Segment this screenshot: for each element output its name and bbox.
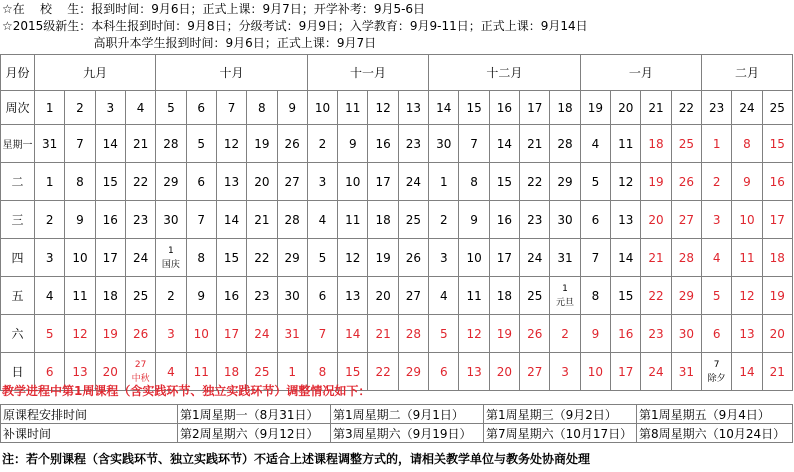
date-cell: 28 [277,201,307,239]
date-cell: 6 [429,353,459,391]
date-cell: 12 [65,315,95,353]
date-cell: 21 [641,239,671,277]
date-cell: 19 [762,277,792,315]
date-cell: 14 [216,201,246,239]
date-cell: 5 [580,163,610,201]
date-cell: 21 [125,125,155,163]
date-cell: 22 [641,277,671,315]
date-cell: 19 [368,239,398,277]
date-cell: 15 [611,277,641,315]
weekday-label: 六 [1,315,35,353]
week-number: 13 [398,91,428,125]
date-cell: 15 [95,163,125,201]
date-cell: 15 [762,125,792,163]
date-cell: 15 [216,239,246,277]
weekday-row [1,277,793,315]
date-cell: 31 [35,125,65,163]
date-cell: 4 [702,239,732,277]
week-number: 18 [550,91,580,125]
date-cell: 11 [186,353,216,391]
date-cell: 11 [459,277,489,315]
date-cell: 18 [95,277,125,315]
date-cell: 25 [520,277,550,315]
adjustment-title: 教学进程中第1周课程（含实践环节、独立实践环节）调整情况如下： [2,384,371,398]
date-cell: 8 [186,239,216,277]
weekday-row [1,125,793,163]
week-number: 14 [429,91,459,125]
week-row [1,91,793,125]
date-cell: 31 [550,239,580,277]
date-cell: 12 [338,239,368,277]
date-cell: 13 [65,353,95,391]
week-number: 20 [611,91,641,125]
date-cell: 28 [156,125,186,163]
date-cell: 23 [125,201,155,239]
makeup-label: 补课时间 [1,424,178,443]
date-cell: 12 [732,277,762,315]
date-cell: 23 [641,315,671,353]
date-cell: 25 [671,125,701,163]
date-cell: 26 [398,239,428,277]
date-cell: 18 [489,277,519,315]
date-cell: 23 [520,201,550,239]
week-number: 16 [489,91,519,125]
date-cell: 2 [156,277,186,315]
weekday-label: 二 [1,163,35,201]
week-number: 12 [368,91,398,125]
date-cell: 20 [247,163,277,201]
date-cell: 15 [338,353,368,391]
month-nov: 十一月 [307,55,428,91]
date-cell: 1 [429,163,459,201]
week-number: 10 [307,91,337,125]
date-cell: 10 [580,353,610,391]
date-cell [702,353,732,391]
date-cell: 10 [338,163,368,201]
date-cell: 27 [671,201,701,239]
date-cell: 4 [156,353,186,391]
date-cell: 6 [580,201,610,239]
date-cell: 17 [762,201,792,239]
week-number: 7 [216,91,246,125]
date-cell: 24 [247,315,277,353]
date-cell: 6 [35,353,65,391]
header-line-2: ☆2015级新生：本科生报到时间：9月8日；分级考试：9月9日；入学教育：9月9-11日；正式上课：9月14日 [2,19,588,33]
date-cell: 3 [156,315,186,353]
festival-label: 国庆 [161,259,180,270]
date-cell: 24 [641,353,671,391]
date-cell: 5 [429,315,459,353]
date-cell: 13 [732,315,762,353]
date-cell: 26 [125,315,155,353]
date-cell: 22 [368,353,398,391]
date-cell: 8 [65,163,95,201]
date-cell: 3 [35,239,65,277]
date-cell: 4 [580,125,610,163]
date-cell: 20 [368,277,398,315]
date-cell: 14 [95,125,125,163]
date-cell: 16 [368,125,398,163]
date-cell: 16 [216,277,246,315]
festival-label: 中秋 [131,373,150,384]
original-slot: 第1周星期一（8月31日） [178,405,331,424]
date-cell: 27 [520,353,550,391]
date-cell: 21 [247,201,277,239]
month-header-label: 月份 [1,55,35,91]
date-cell: 14 [732,353,762,391]
date-cell: 7 [307,315,337,353]
date-cell: 10 [732,201,762,239]
date-cell: 6 [186,163,216,201]
date-cell: 22 [247,239,277,277]
date-cell: 12 [459,315,489,353]
date-cell: 11 [338,201,368,239]
date-cell: 6 [307,277,337,315]
date-cell: 4 [307,201,337,239]
date-cell: 11 [65,277,95,315]
date-cell: 2 [550,315,580,353]
date-cell: 18 [216,353,246,391]
week-number: 9 [277,91,307,125]
date-cell: 26 [671,163,701,201]
date-cell: 24 [398,163,428,201]
date-cell: 10 [65,239,95,277]
original-slot: 第1周星期五（9月4日） [637,405,793,424]
makeup-slot: 第3周星期六（9月19日） [331,424,484,443]
weekday-label: 三 [1,201,35,239]
date-cell: 1 [702,125,732,163]
date-cell: 28 [671,239,701,277]
makeup-slot: 第2周星期六（9月12日） [178,424,331,443]
date-cell: 18 [762,239,792,277]
date-cell: 30 [156,201,186,239]
weekday-label: 五 [1,277,35,315]
original-row [1,405,793,424]
week-header-label: 周次 [1,91,35,125]
date-cell: 9 [459,201,489,239]
original-slot: 第1周星期三（9月2日） [484,405,637,424]
date-cell: 8 [732,125,762,163]
date-cell: 17 [611,353,641,391]
date-cell: 29 [156,163,186,201]
date-cell: 20 [641,201,671,239]
date-cell: 24 [125,239,155,277]
date-cell: 1 [277,353,307,391]
date-cell: 16 [611,315,641,353]
date-cell: 25 [247,353,277,391]
date-cell: 25 [125,277,155,315]
date-cell: 7 [580,239,610,277]
date-cell: 29 [277,239,307,277]
makeup-slot: 第7周星期六（10月17日） [484,424,637,443]
festival-date: 1 [562,283,568,294]
date-cell: 9 [338,125,368,163]
date-cell: 16 [489,201,519,239]
weekday-label: 星期一 [1,125,35,163]
date-cell: 16 [95,201,125,239]
date-cell: 13 [459,353,489,391]
week-number: 2 [65,91,95,125]
date-cell: 16 [762,163,792,201]
date-cell: 9 [65,201,95,239]
date-cell: 5 [186,125,216,163]
week-number: 1 [35,91,65,125]
header-line-3: 高职升本学生报到时间：9月6日；正式上课：9月7日 [2,36,377,50]
date-cell: 18 [641,125,671,163]
date-cell: 1 [35,163,65,201]
date-cell: 3 [307,163,337,201]
week-number: 21 [641,91,671,125]
date-cell: 5 [35,315,65,353]
month-sep: 九月 [35,55,156,91]
date-cell: 8 [580,277,610,315]
date-cell: 13 [338,277,368,315]
date-cell: 6 [702,315,732,353]
date-cell: 20 [762,315,792,353]
original-slot: 第1周星期二（9月1日） [331,405,484,424]
date-cell [550,277,580,315]
date-cell: 27 [398,277,428,315]
week-number: 19 [580,91,610,125]
date-cell: 5 [702,277,732,315]
week-number: 25 [762,91,792,125]
date-cell: 10 [459,239,489,277]
date-cell: 14 [489,125,519,163]
date-cell: 3 [429,239,459,277]
week-number: 8 [247,91,277,125]
date-cell: 27 [277,163,307,201]
date-cell: 10 [186,315,216,353]
date-cell: 29 [550,163,580,201]
date-cell: 22 [520,163,550,201]
date-cell: 21 [762,353,792,391]
date-cell: 3 [550,353,580,391]
footnote: 注：若个别课程（含实践环节、独立实践环节）不适合上述课程调整方式的，请相关教学单位与教务处协商处理 [2,452,591,466]
date-cell: 14 [338,315,368,353]
festival-label: 除夕 [707,373,726,384]
month-jan: 一月 [580,55,701,91]
date-cell: 9 [580,315,610,353]
week-number: 6 [186,91,216,125]
date-cell: 17 [95,239,125,277]
date-cell: 13 [611,201,641,239]
month-row [1,55,793,91]
date-cell: 17 [489,239,519,277]
date-cell: 28 [550,125,580,163]
date-cell: 30 [671,315,701,353]
week-number: 15 [459,91,489,125]
date-cell: 15 [489,163,519,201]
week-number: 11 [338,91,368,125]
date-cell: 22 [125,163,155,201]
date-cell: 31 [671,353,701,391]
festival-label: 元旦 [556,297,575,308]
date-cell: 12 [611,163,641,201]
festival-date: 1 [168,245,174,256]
date-cell: 4 [35,277,65,315]
date-cell: 24 [520,239,550,277]
date-cell: 29 [671,277,701,315]
makeup-row [1,424,793,443]
weekday-label: 四 [1,239,35,277]
original-label: 原课程安排时间 [1,405,178,424]
week-number: 5 [156,91,186,125]
date-cell: 30 [550,201,580,239]
date-cell: 19 [95,315,125,353]
week-number: 3 [95,91,125,125]
month-feb: 二月 [702,55,793,91]
adjustment-table [0,404,793,443]
date-cell: 20 [489,353,519,391]
date-cell: 28 [398,315,428,353]
date-cell: 31 [277,315,307,353]
school-calendar-table [0,54,793,391]
weekday-row [1,239,793,277]
date-cell [156,239,186,277]
weekday-row [1,315,793,353]
festival-date: 27 [134,359,147,370]
weekday-row [1,201,793,239]
date-cell: 30 [429,125,459,163]
date-cell: 9 [186,277,216,315]
date-cell: 2 [35,201,65,239]
date-cell: 5 [307,239,337,277]
date-cell: 13 [216,163,246,201]
date-cell: 18 [368,201,398,239]
date-cell: 2 [429,201,459,239]
date-cell: 23 [247,277,277,315]
date-cell: 20 [95,353,125,391]
makeup-slot: 第8周星期六（10月24日） [637,424,793,443]
date-cell: 30 [277,277,307,315]
month-dec: 十二月 [429,55,581,91]
date-cell: 29 [398,353,428,391]
date-cell: 26 [277,125,307,163]
date-cell: 11 [611,125,641,163]
date-cell: 9 [732,163,762,201]
week-number: 24 [732,91,762,125]
festival-date: 7 [713,359,720,370]
date-cell: 14 [611,239,641,277]
date-cell: 12 [216,125,246,163]
header-line-1: ☆在 校 生：报到时间：9月6日；正式上课：9月7日；开学补考：9月5-6日 [2,2,426,16]
date-cell: 2 [307,125,337,163]
weekday-row [1,163,793,201]
week-number: 17 [520,91,550,125]
date-cell: 17 [368,163,398,201]
week-number: 4 [125,91,155,125]
date-cell: 7 [186,201,216,239]
date-cell: 8 [459,163,489,201]
week-number: 22 [671,91,701,125]
month-oct: 十月 [156,55,308,91]
date-cell: 4 [429,277,459,315]
date-cell: 11 [732,239,762,277]
date-cell: 21 [520,125,550,163]
date-cell: 2 [702,163,732,201]
date-cell: 19 [489,315,519,353]
weekday-label: 日 [1,353,35,391]
date-cell: 7 [65,125,95,163]
date-cell: 23 [398,125,428,163]
date-cell: 26 [520,315,550,353]
date-cell: 25 [398,201,428,239]
date-cell: 17 [216,315,246,353]
date-cell: 21 [368,315,398,353]
date-cell: 8 [307,353,337,391]
date-cell: 19 [641,163,671,201]
week-number: 23 [702,91,732,125]
date-cell: 3 [702,201,732,239]
date-cell: 7 [459,125,489,163]
date-cell: 19 [247,125,277,163]
